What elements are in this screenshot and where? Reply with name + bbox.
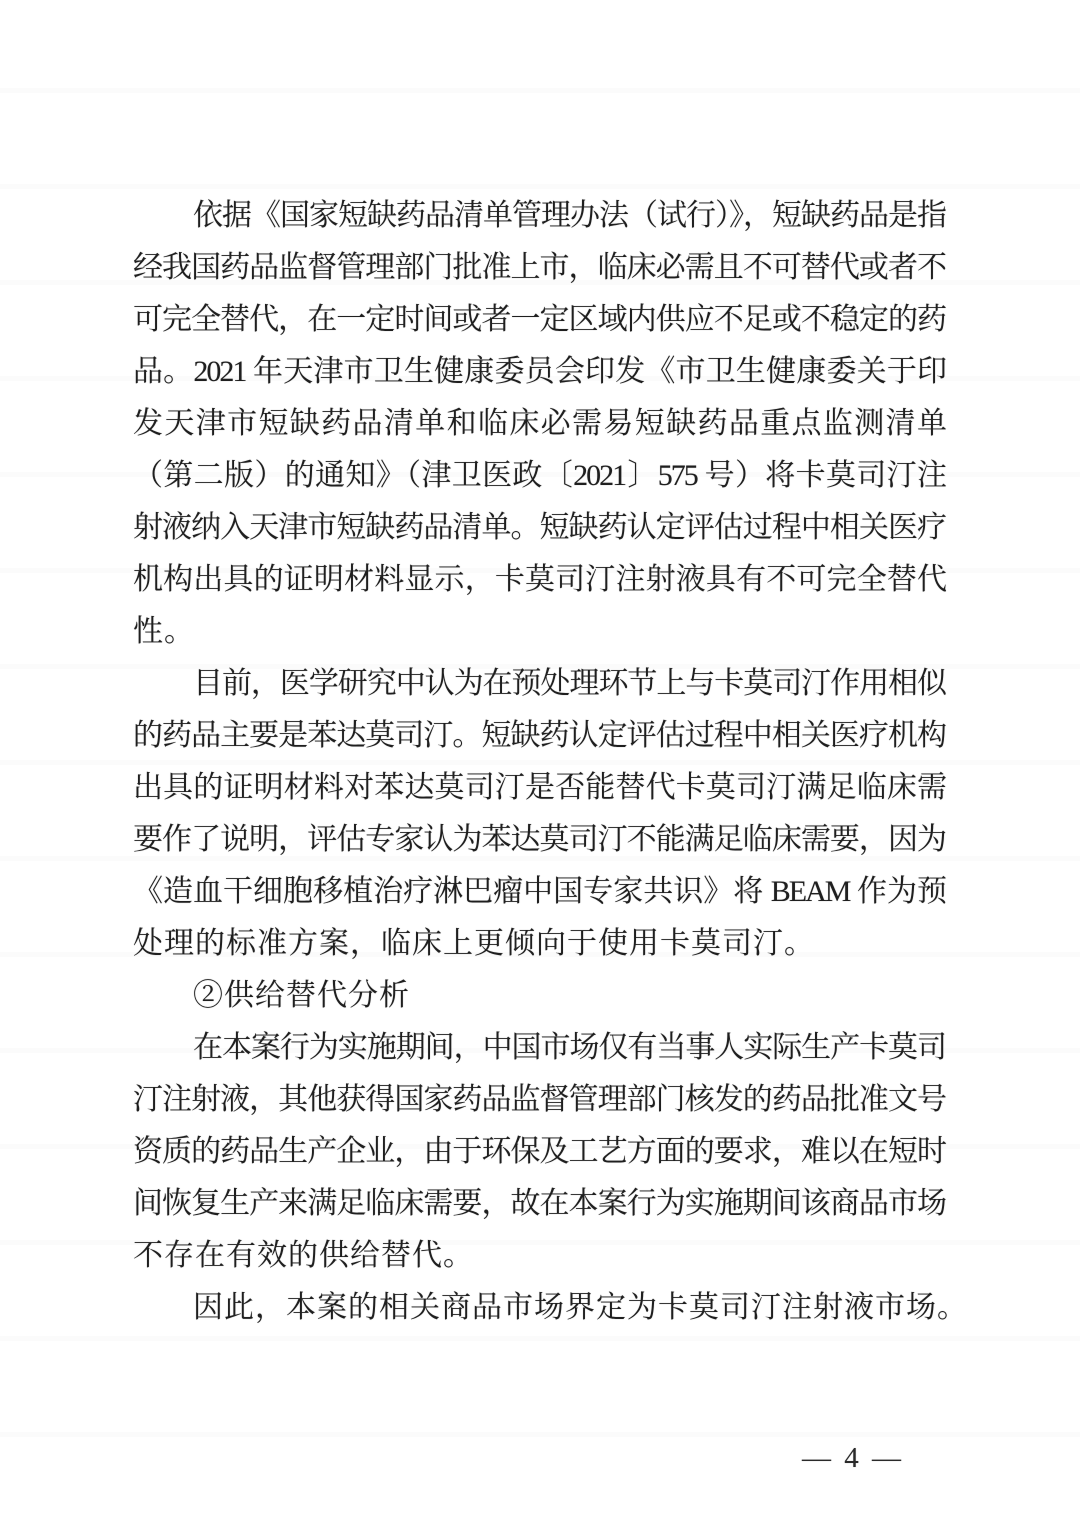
text-line: 要作了说明，评估专家认为苯达莫司汀不能满足临床需要，因为 [133, 823, 945, 856]
text-line: 依据《国家短缺药品清单管理办法（试行）》，短缺药品是指 [193, 199, 945, 232]
document-body [133, 190, 968, 1334]
text-line: 在本案行为实施期间，中国市场仅有当事人实际生产卡莫司 [193, 1031, 945, 1064]
text-line: 的药品主要是苯达莫司汀。短缺药认定评估过程中相关医疗机构 [133, 719, 945, 752]
text-line: 处理的标准方案，临床上更倾向于使用卡莫司汀。 [133, 927, 815, 960]
text-line: 机构出具的证明材料显示，卡莫司汀注射液具有不可完全替代 [133, 563, 945, 596]
paragraph [133, 658, 945, 970]
text-line: 品。2021 年天津市卫生健康委员会印发《市卫生健康委关于印 [133, 355, 945, 388]
text-line: 经我国药品监督管理部门批准上市，临床必需且不可替代或者不 [133, 251, 945, 284]
text-line: （第二版）的通知》（津卫医政〔2021〕575 号）将卡莫司汀注 [133, 459, 945, 492]
text-line: 可完全替代，在一定时间或者一定区域内供应不足或不稳定的药 [133, 303, 945, 336]
text-line: 性。 [133, 615, 195, 648]
text-line: 间恢复生产来满足临床需要，故在本案行为实施期间该商品市场 [133, 1187, 945, 1220]
text-line: 出具的证明材料对苯达莫司汀是否能替代卡莫司汀满足临床需 [133, 771, 945, 804]
text-line: 汀注射液，其他获得国家药品监督管理部门核发的药品批准文号 [133, 1083, 945, 1116]
text-line: ②供给替代分析 [193, 979, 410, 1012]
paragraph [133, 1282, 968, 1334]
paragraph [133, 190, 945, 658]
paragraph [133, 1022, 945, 1282]
text-line: 资质的药品生产企业，由于环保及工艺方面的要求，难以在短时 [133, 1135, 945, 1168]
text-line: 因此，本案的相关商品市场界定为卡莫司汀注射液市场。 [193, 1291, 968, 1324]
text-line: 射液纳入天津市短缺药品清单。短缺药认定评估过程中相关医疗 [133, 511, 945, 544]
page-number: — 4 — [802, 1442, 904, 1474]
paragraph [133, 970, 945, 1022]
text-line: 不存在有效的供给替代。 [133, 1239, 474, 1272]
text-line: 目前，医学研究中认为在预处理环节上与卡莫司汀作用相似 [193, 667, 945, 700]
text-line: 《造血干细胞移植治疗淋巴瘤中国专家共识》将 BEAM 作为预 [133, 875, 945, 908]
text-line: 发天津市短缺药品清单和临床必需易短缺药品重点监测清单 [133, 407, 945, 440]
